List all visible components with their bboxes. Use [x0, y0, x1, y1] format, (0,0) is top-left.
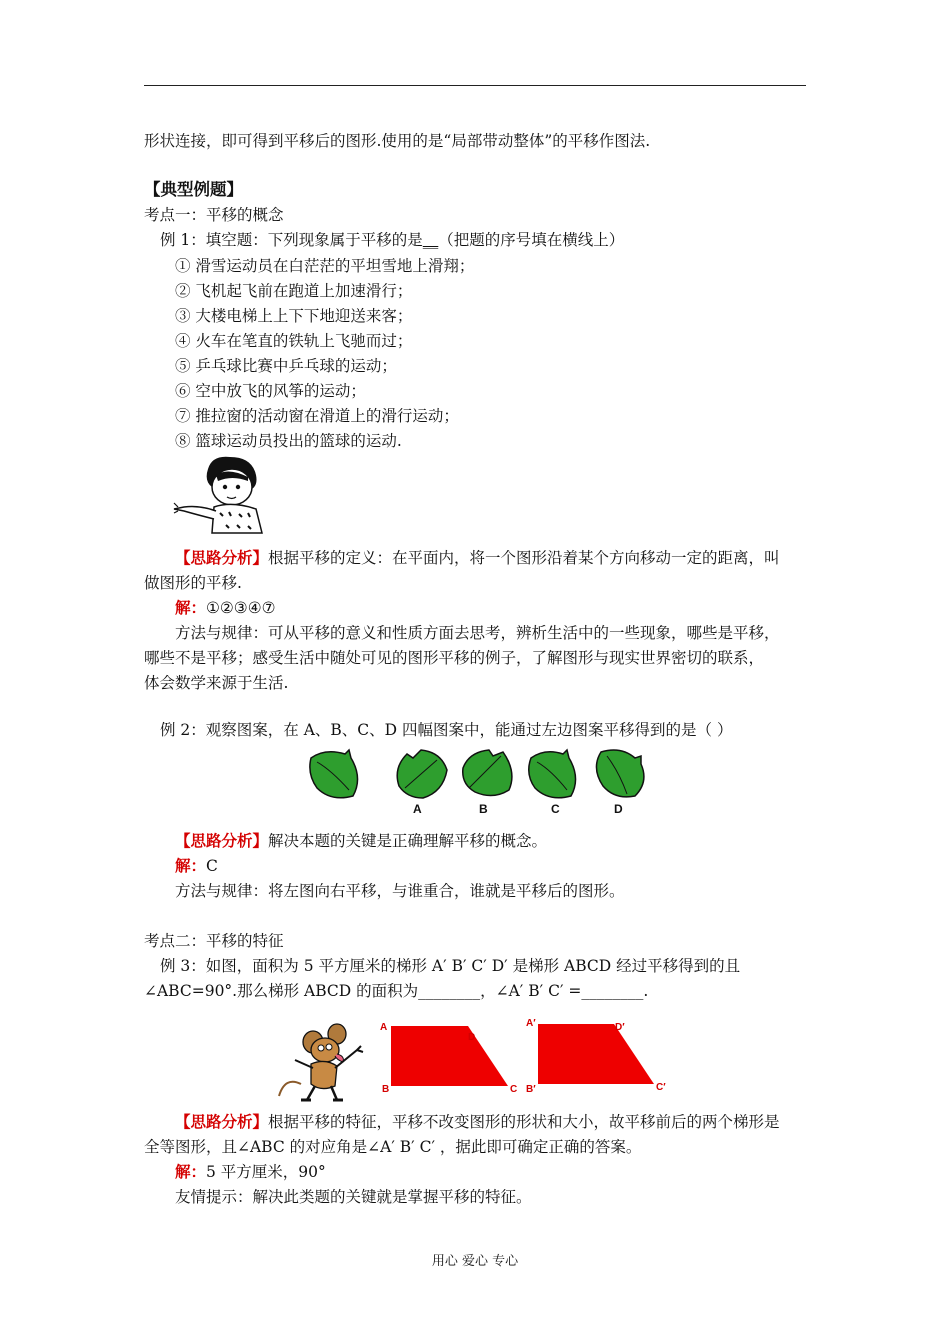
- cartoon-mouse-illustration: [275, 1020, 375, 1102]
- option-c-label: C: [551, 802, 560, 816]
- example-1-question-suffix: （把题的序号填在横线上）: [438, 231, 625, 249]
- example-1-item: ⑧ 篮球运动员投出的篮球的运动.: [175, 432, 402, 450]
- example-1-answer-value: ①②③④⑦: [206, 599, 276, 617]
- header-rule: [144, 85, 806, 86]
- vertex-a-prime-label: A′: [526, 1018, 536, 1029]
- original-leaf-figure: [305, 748, 365, 800]
- example-3-analysis-line2: 全等图形，且∠ABC 的对应角是∠A′ B′ C′ ，据此即可确定正确的答案。: [144, 1138, 642, 1156]
- example-3-analysis-text: 根据平移的特征，平移不改变图形的形状和大小，故平移前后的两个梯形是: [268, 1113, 780, 1131]
- example-1-item: ④ 火车在笔直的铁轨上飞驰而过；: [175, 332, 413, 350]
- example-1-answer-label: 解：: [175, 598, 207, 617]
- example-1-item: ⑦ 推拉窗的活动窗在滑道上的滑行运动；: [175, 407, 459, 425]
- example-3-analysis-label: 【思路分析】: [175, 1112, 269, 1131]
- kaodian-1-heading: 考点一：平移的概念: [144, 206, 284, 224]
- vertex-c-label: C: [510, 1084, 518, 1095]
- example-3-answer: [175, 1162, 326, 1182]
- option-c-leaf-figure: [525, 748, 583, 800]
- example-1-item: ② 飞机起飞前在跑道上加速滑行；: [175, 282, 413, 300]
- vertex-b-prime-label: B′: [526, 1084, 536, 1095]
- option-a-label: A: [413, 802, 422, 816]
- example-1-analysis-text: 根据平移的定义：在平面内，将一个图形沿着某个方向移动一定的距离，叫: [268, 549, 780, 567]
- example-1-analysis-label: 【思路分析】: [175, 548, 269, 567]
- example-2-answer-value: C: [206, 857, 218, 875]
- example-1-method-line3: 体会数学来源于生活.: [144, 674, 289, 692]
- example-1-item: ⑥ 空中放飞的风筝的运动；: [175, 382, 366, 400]
- page-footer: 用心 爱心 专心: [431, 1254, 519, 1269]
- vertex-d-prime-label: D′: [615, 1022, 625, 1033]
- example-2-answer-label: 解：: [175, 856, 207, 875]
- example-2-method: 方法与规律：将左图向右平移，与谁重合，谁就是平移后的图形。: [175, 882, 625, 900]
- example-1-method-line2: 哪些不是平移；感受生活中随处可见的图形平移的例子，了解图形与现实世界密切的联系，: [144, 649, 765, 667]
- example-1-item: ③ 大楼电梯上上下下地迎送来客；: [175, 307, 413, 325]
- option-a-leaf-figure: [393, 748, 451, 800]
- example-1-item: ① 滑雪运动员在白茫茫的平坦雪地上滑翔；: [175, 257, 475, 275]
- option-d-leaf-figure: [591, 748, 649, 800]
- cartoon-boy-illustration: [172, 455, 272, 535]
- section-title: 【典型例题】: [144, 180, 243, 199]
- example-1-question-prefix: 例 1：填空题：下列现象属于平移的是: [160, 231, 423, 249]
- option-b-label: B: [479, 802, 488, 816]
- example-3-question-line2: ∠ABC=90°.那么梯形 ABCD 的面积为________，∠A′ B′ C′ =________.: [144, 982, 649, 1000]
- example-3-analysis: [175, 1112, 780, 1132]
- vertex-d-label: D: [468, 1032, 476, 1043]
- trapezoid-abcd: [378, 1016, 524, 1098]
- example-2-leaf-figures: [305, 748, 650, 818]
- trapezoid-a-b-c-d-prime: [522, 1014, 670, 1096]
- example-1-question: [160, 230, 624, 250]
- example-2-analysis: [175, 831, 547, 851]
- example-2-question: 例 2：观察图案，在 A、B、C、D 四幅图案中，能通过左边图案平移得到的是（ ）: [160, 721, 733, 739]
- example-1-method-line1: 方法与规律：可从平移的意义和性质方面去思考，辨析生活中的一些现象，哪些是平移，: [175, 624, 780, 642]
- example-3-answer-value: 5 平方厘米，90°: [206, 1163, 326, 1181]
- example-1-analysis-line2: 做图形的平移.: [144, 574, 242, 592]
- example-2-answer: [175, 856, 218, 876]
- kaodian-2-heading: 考点二：平移的特征: [144, 932, 284, 950]
- vertex-c-prime-label: C′: [656, 1082, 666, 1093]
- option-d-label: D: [614, 802, 623, 816]
- option-b-leaf-figure: [459, 748, 517, 800]
- example-1-answer: [175, 598, 276, 618]
- example-3-answer-label: 解：: [175, 1162, 207, 1181]
- vertex-b-label: B: [382, 1084, 390, 1095]
- example-3-question-line1: 例 3：如图，面积为 5 平方厘米的梯形 A′ B′ C′ D′ 是梯形 ABCD 经过平移得到的且: [160, 957, 741, 975]
- example-1-analysis: [175, 548, 780, 568]
- example-1-blank: __: [422, 231, 439, 249]
- example-2-analysis-text: 解决本题的关键是正确理解平移的概念。: [268, 832, 548, 850]
- example-1-item: ⑤ 乒乓球比赛中乒乓球的运动；: [175, 357, 397, 375]
- intro-text: 形状连接，即可得到平移后的图形.使用的是“局部带动整体”的平移作图法.: [144, 132, 651, 150]
- vertex-a-label: A: [380, 1022, 388, 1033]
- example-2-analysis-label: 【思路分析】: [175, 831, 269, 850]
- example-3-tip: 友情提示：解决此类题的关键就是掌握平移的特征。: [175, 1188, 532, 1206]
